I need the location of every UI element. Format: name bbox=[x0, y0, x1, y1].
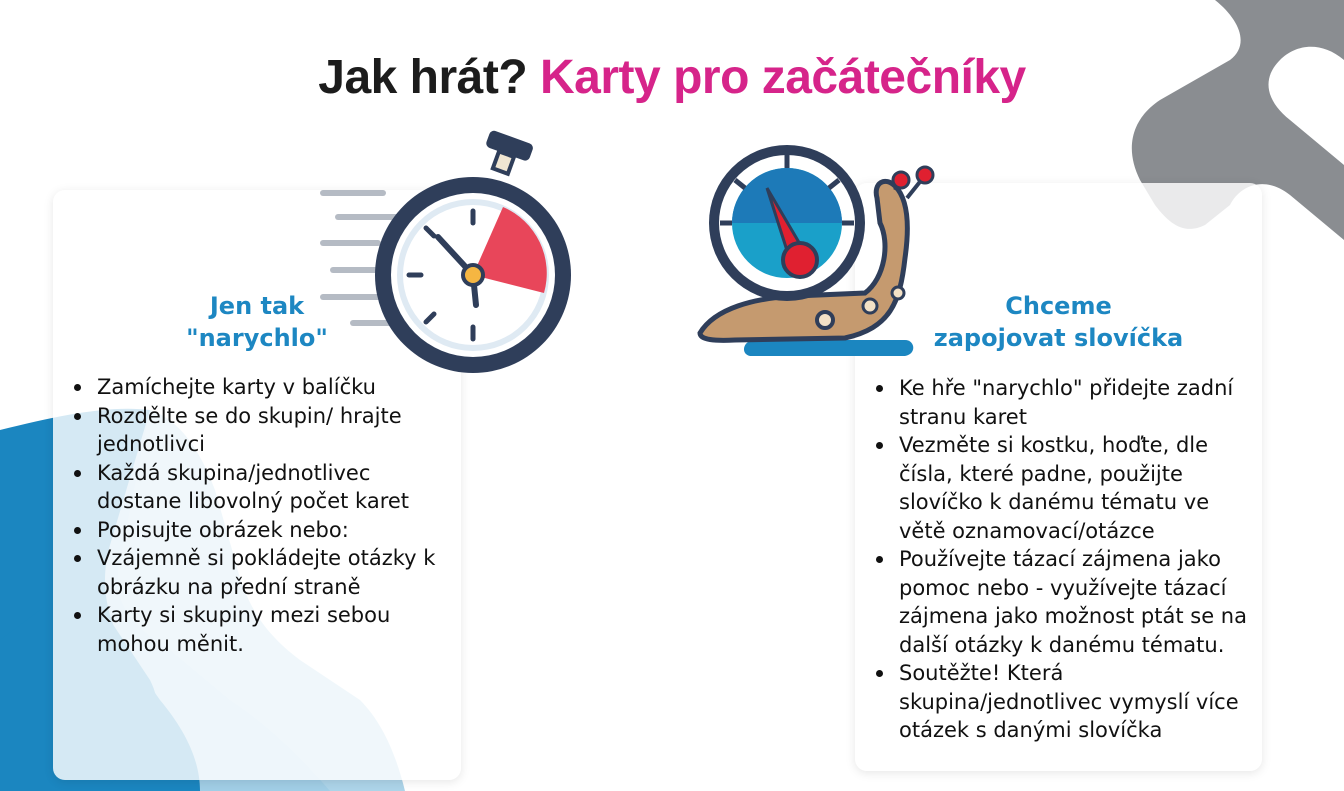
card-title-line: zapojovat slovíčka bbox=[933, 324, 1184, 352]
page-title bbox=[0, 50, 1344, 105]
list-item: Používejte tázací zájmena jako pomoc nebo - využívejte tázací zájmena jako možnost ptát se na další otázky k danému tématu. bbox=[899, 545, 1251, 659]
card-title-line: Jen tak bbox=[209, 292, 305, 320]
card-title-line: Chceme bbox=[1005, 292, 1112, 320]
list-item: Rozdělte se do skupin/ hrajte jednotlivci bbox=[97, 402, 457, 459]
quick-play-list bbox=[97, 373, 457, 658]
list-item: Vezměte si kostku, hoďte, dle čísla, které padne, použijte slovíčko k danému tématu ve větě oznamovací/otázce bbox=[899, 431, 1251, 545]
card-title-line: "narychlo" bbox=[186, 324, 328, 352]
snail-speedometer-icon bbox=[695, 128, 955, 378]
vocabulary-list bbox=[899, 374, 1251, 745]
title-part-2: Karty pro začátečníky bbox=[540, 51, 1026, 104]
list-item: Zamíchejte karty v balíčku bbox=[97, 373, 457, 402]
list-item: Ke hře "narychlo" přidejte zadní stranu karet bbox=[899, 374, 1251, 431]
list-item: Soutěžte! Která skupina/jednotlivec vymyslí více otázek s danými slovíčka bbox=[899, 659, 1251, 745]
list-item: Popisujte obrázek nebo: bbox=[97, 516, 457, 545]
list-item: Vzájemně si pokládejte otázky k obrázku na přední straně bbox=[97, 544, 457, 601]
stopwatch-icon bbox=[318, 125, 578, 375]
title-part-1: Jak hrát? bbox=[318, 51, 528, 104]
list-item: Každá skupina/jednotlivec dostane libovolný počet karet bbox=[97, 459, 457, 516]
list-item: Karty si skupiny mezi sebou mohou měnit. bbox=[97, 601, 457, 658]
